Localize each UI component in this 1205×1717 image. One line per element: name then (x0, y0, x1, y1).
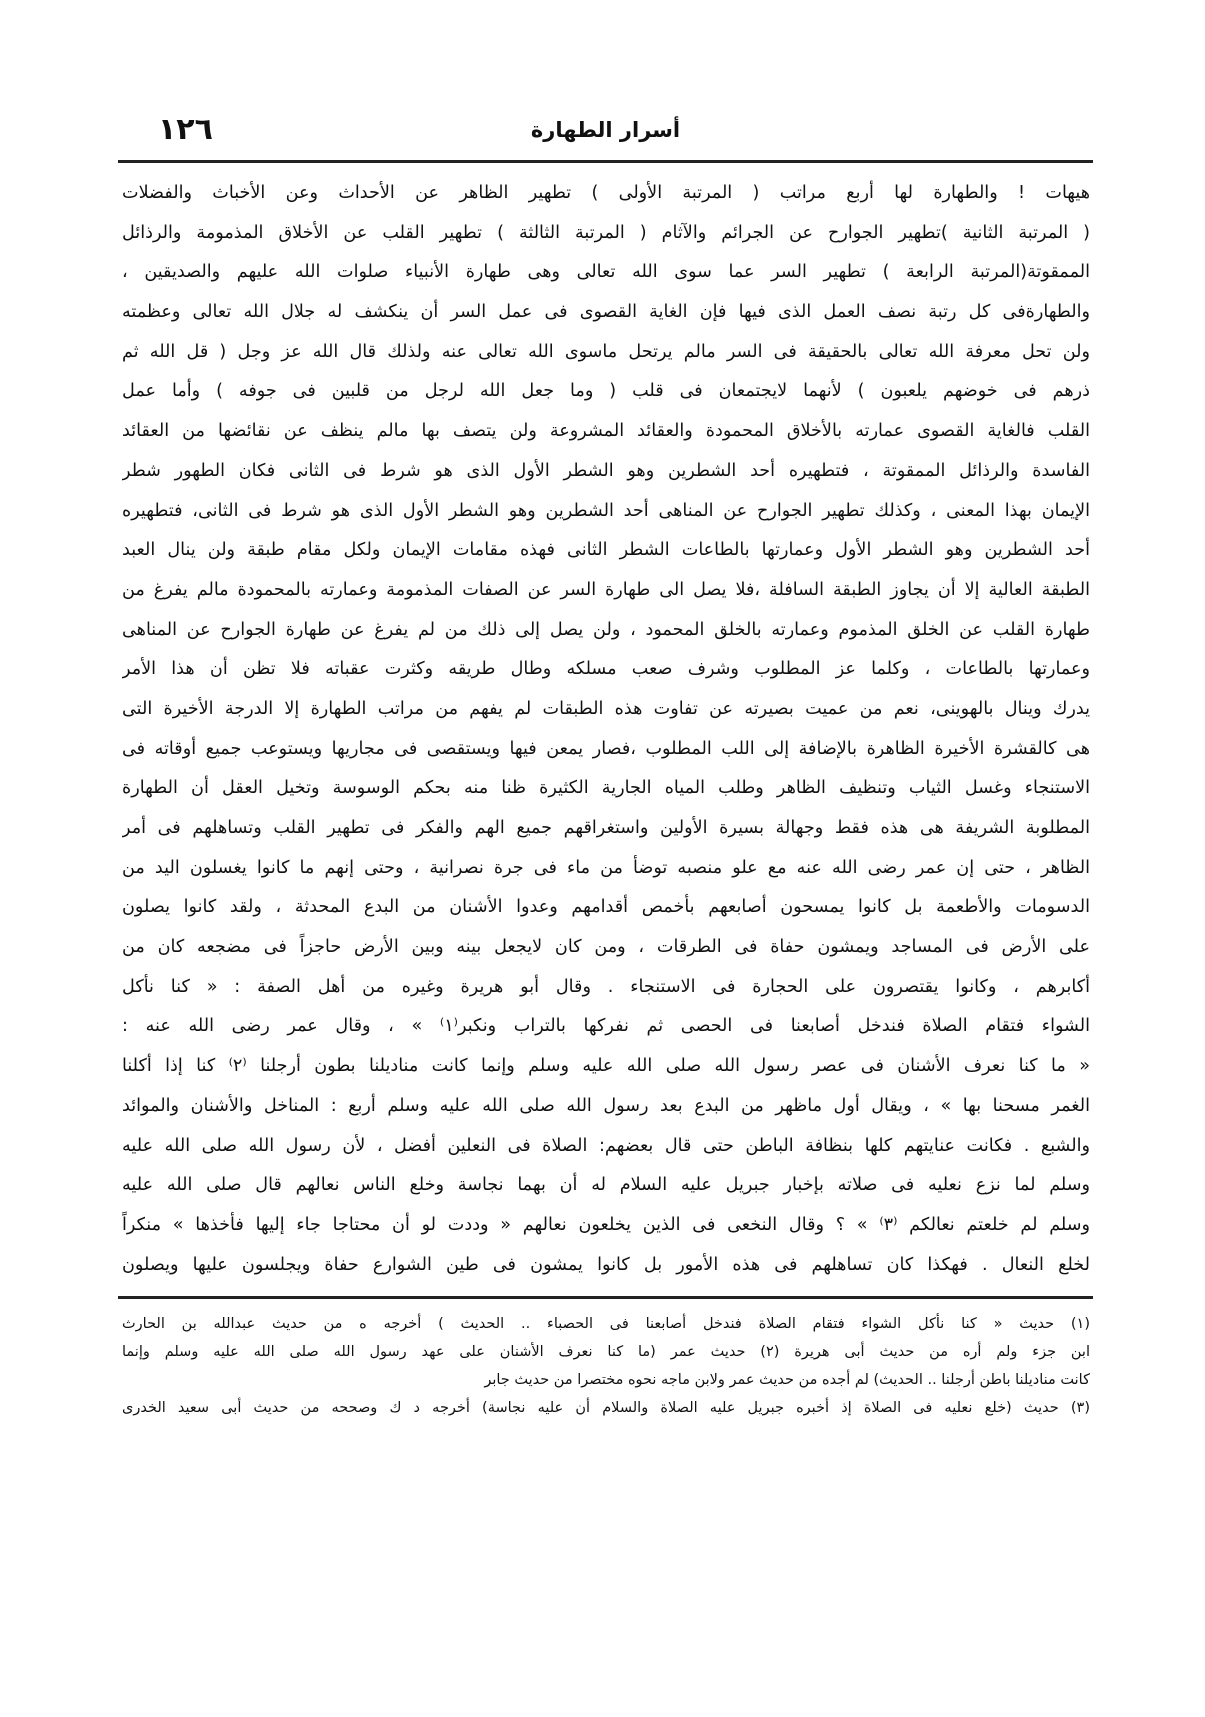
footnote-line: ابن جزء ولم أره من حديث أبى هريرة (٢) حديث عمر (ما كنا نعرف الأشنان على عهد رسول الله صلى الله عليه وسلم وإنما (122, 1344, 1090, 1360)
text-line: والشبع . فكانت عنايتهم كلها بنظافة الباطن حتى قال بعضهم: الصلاة فى النعلين أفضل ، لأن رسول الله صلى الله عليه (122, 1135, 1090, 1156)
text-line: لخلع النعال . فهكذا كان تساهلهم فى هذه الأمور بل كانوا يمشون فى طين الشوارع حفاة ويجلسون عليها ويصلون (122, 1254, 1090, 1275)
text-line: القلب فالغاية القصوى عمارته بالأخلاق المحمودة والعقائد المشروعة ولن يتصف بها مالم ينظف عن نقائضها من العقائد (122, 421, 1090, 442)
text-line: الدسومات والأطعمة بل كانوا يمسحون أصابعهم بأخمص أقدامهم وعدوا الأشنان من البدع المحدثة ، ولقد كانوا يصلون (122, 897, 1090, 918)
text-line: هيهات ! والطهارة لها أربع مراتب ( المرتبة الأولى ) تطهير الظاهر عن الأحداث وعن الأخباث والفضلات (122, 183, 1090, 203)
text-line: ولن تحل معرفة الله تعالى بالحقيقة فى السر مالم يرتحل ماسوى الله تعالى عنه ولذلك قال الله عز وجل ( قل الله ثم (122, 341, 1090, 362)
header-divider (118, 160, 1093, 163)
footnotes (122, 1310, 1090, 1422)
text-line: « ما كنا نعرف الأشنان فى عصر رسول الله صلى الله عليه وسلم وإنما كانت مناديلنا بطون أرجلنا ⁽٢⁾ كنا إذا أكلنا (122, 1056, 1090, 1077)
text-line: الظاهر ، حتى إن عمر رضى الله عنه مع علو منصبه توضأ من ماء فى جرة نصرانية ، وحتى إنهم ما كانوا يغسلون اليد من (122, 857, 1090, 878)
text-line: وسلم لما نزع نعليه فى صلاته بإخبار جبريل عليه السلام له أن بهما نجاسة وخلع الناس نعالهم قال صلى الله عليه (122, 1175, 1090, 1196)
text-line: أكابرهم ، وكانوا يقتصرون على الحجارة فى الاستنجاء . وقال أبو هريرة وغيره من أهل الصفة : « كنا نأكل (122, 976, 1090, 997)
main-text (122, 174, 1090, 1285)
text-line: الفاسدة والرذائل الممقوتة ، فتطهيره أحد الشطرين وهو الشطر الأول الذى هو شرط فى الثانى فكان الطهور شطر (122, 460, 1090, 481)
text-line: أحد الشطرين وهو الشطر الأول وعمارتها بالطاعات الشطر الثانى فهذه مقامات الإيمان ولكل مقام طبقة ولن ينال العبد (122, 540, 1090, 561)
page-header (118, 112, 1093, 156)
text-line: ( المرتبة الثانية )تطهير الجوارح عن الجرائم والآثام ( المرتبة الثالثة ) تطهير القلب عن الأخلاق المذمومة والرذائل (122, 222, 1090, 243)
footnote-line: (١) حديث « كنا نأكل الشواء فتقام الصلاة فندخل أصابعنا فى الحصباء .. الحديث ) أخرجه ه من حديث عبدالله بن الحارث (122, 1316, 1090, 1332)
text-line: ذرهم فى خوضهم يلعبون ) لأنهما لايجتمعان فى قلب ( وما جعل الله لرجل من قلبين فى جوفه ) وأما عمل (122, 381, 1090, 402)
text-line: الغمر مسحنا بها » ، ويقال أول ماظهر من البدع بعد رسول الله صلى الله عليه وسلم أربع : المناخل والأشنان والموائد (122, 1095, 1090, 1116)
text-line: المطلوبة الشريفة هى هذه فقط وجهالة بسيرة الأولين واستغراقهم جميع الهم والفكر فى تطهير القلب وتساهلهم فى أمر (122, 818, 1090, 838)
footnote-line: (٣) حديث (خلع نعليه فى الصلاة إذ أخبره جبريل عليه الصلاة والسلام أن عليه نجاسة) أخرجه د ك وصححه من حديث أبى سعيد الخدرى (122, 1400, 1090, 1416)
text-line: الاستنجاء وغسل الثياب وتنظيف الظاهر وطلب المياه الجارية الكثيرة ظنا منه بحكم الوسوسة وتخيل العقل أن الطهارة (122, 778, 1090, 799)
text-line: الشواء فتقام الصلاة فندخل أصابعنا فى الحصى ثم نفركها بالتراب ونكبر⁽١⁾ » ، وقال عمر رضى الله عنه : (122, 1016, 1090, 1037)
text-line: وسلم لم خلعتم نعالكم ⁽٣⁾ » ؟ وقال النخعى فى الذين يخلعون نعالهم « وددت لو أن محتاجا جاء إليها فأخذها » منكراً (122, 1214, 1090, 1235)
text-line: على الأرض فى المساجد ويمشون حفاة فى الطرقات ، ومن كان لايجعل بينه وبين الأرض حاجزاً فى مضجعه كان من (122, 937, 1090, 958)
text-line: الطبقة العالية إلا أن يجاوز الطبقة السافلة ،فلا يصل الى طهارة السر عن الصفات المذمومة وعمارته بالمحمودة مالم يفرغ من (122, 579, 1090, 600)
footnote-line: كانت مناديلنا باطن أرجلنا .. الحديث) لم أجده من حديث عمر ولابن ماجه نحوه مختصرا من حديث جابر (484, 1372, 1090, 1388)
text-line: وعمارتها بالطاعات ، وكلما عز المطلوب وشرف صعب مسلكه وطال طريقه وكثرت عقباته فلا تظن أن هذا الأمر (122, 659, 1090, 680)
footnote-divider (118, 1296, 1093, 1299)
text-line: الممقوتة(المرتبة الرابعة ) تطهير السر عما سوى الله تعالى وهى طهارة الأنبياء صلوات الله عليهم والصديقين ، (122, 262, 1090, 283)
page-number: ١٢٦ (158, 112, 213, 147)
text-line: يدرك وينال بالهوينى، نعم من عميت بصيرته عن تفاوت هذه الطبقات لم يفهم من مراتب الطهارة إلا الدرجة الأخيرة التى (122, 698, 1090, 719)
text-line: والطهارةفى كل رتبة نصف العمل الذى فيها فإن الغاية القصوى فى عمل السر أن ينكشف له جلال الله تعالى وعظمته (122, 302, 1090, 323)
text-line: الإيمان بهذا المعنى ، وكذلك تطهير الجوارح عن المناهى أحد الشطرين وهو الشطر الأول الذى هو شرط فى الثانى، فتطهيره (122, 500, 1090, 521)
running-title: أسرار الطهارة (530, 118, 681, 142)
text-line: طهارة القلب عن الخلق المذموم وعمارته بالخلق المحمود ، ولن يصل إلى ذلك من لم يفرغ عن طهارة الجوارح عن المناهى (122, 619, 1090, 640)
text-line: هى كالقشرة الأخيرة الظاهرة بالإضافة إلى اللب المطلوب ،فصار يمعن فيها ويستقصى فى مجاريها ويستوعب جميع أوقاته فى (122, 738, 1090, 759)
